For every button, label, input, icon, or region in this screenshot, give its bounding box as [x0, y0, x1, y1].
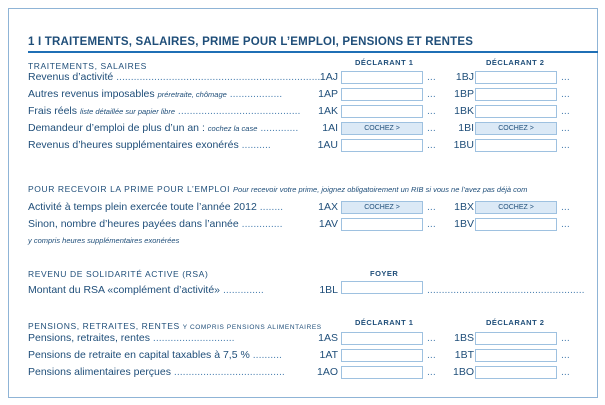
code-1ao: 1AO: [316, 366, 338, 378]
row-rsa: Montant du RSA «complément d’activité» ..............: [28, 284, 264, 296]
ellipsis: ...: [427, 366, 436, 378]
field-1bu[interactable]: [475, 139, 557, 152]
field-1au[interactable]: [341, 139, 423, 152]
declarant2-header: DÉCLARANT 2: [486, 318, 545, 327]
field-1bs[interactable]: [475, 332, 557, 345]
row-heures-sup: Revenus d’heures supplémentaires exonérés ..........: [28, 139, 271, 151]
declarant1-header: DÉCLARANT 1: [355, 318, 414, 327]
ellipsis: ...: [427, 349, 436, 361]
field-1bk[interactable]: [475, 105, 557, 118]
ellipsis: ...: [561, 201, 570, 213]
field-1as[interactable]: [341, 332, 423, 345]
field-1ao[interactable]: [341, 366, 423, 379]
ellipsis: ...: [561, 139, 570, 151]
checkbox-1ax[interactable]: COCHEZ >: [341, 201, 423, 214]
ellipsis: ...: [561, 71, 570, 83]
rsa-heading: REVENU DE SOLIDARITÉ ACTIVE (RSA): [28, 269, 209, 279]
declarant2-header: DÉCLARANT 2: [486, 58, 545, 67]
section-title-rule: [28, 51, 598, 53]
traitements-heading: TRAITEMENTS, SALAIRES: [28, 61, 147, 71]
code-1av: 1AV: [318, 218, 338, 230]
ellipsis: ...: [427, 71, 436, 83]
declarant1-header: DÉCLARANT 1: [355, 58, 414, 67]
ellipsis: ...: [427, 201, 436, 213]
code-1bu: 1BU: [453, 139, 474, 151]
code-1as: 1AS: [318, 332, 338, 344]
ellipsis: ...: [427, 122, 436, 134]
code-1au: 1AU: [317, 139, 338, 151]
ellipsis: ...: [427, 105, 436, 117]
field-1bo[interactable]: [475, 366, 557, 379]
ellipsis: ...: [561, 366, 570, 378]
code-1bt: 1BT: [454, 349, 474, 361]
ellipsis: ...: [561, 122, 570, 134]
ellipsis: ...: [427, 218, 436, 230]
code-1ap: 1AP: [318, 88, 338, 100]
foyer-header: FOYER: [370, 269, 399, 278]
ellipsis: ...: [561, 88, 570, 100]
field-1bv[interactable]: [475, 218, 557, 231]
checkbox-1bx[interactable]: COCHEZ >: [475, 201, 557, 214]
field-1bp[interactable]: [475, 88, 557, 101]
code-1bv: 1BV: [454, 218, 474, 230]
field-1aj[interactable]: [341, 71, 423, 84]
ellipsis: ...: [427, 139, 436, 151]
ellipsis: ...: [561, 349, 570, 361]
row-pensions-alimentaires: Pensions alimentaires perçues ......................................: [28, 366, 285, 378]
code-1bo: 1BO: [452, 366, 474, 378]
ellipsis: ......................................................: [427, 284, 585, 296]
code-1ax: 1AX: [318, 201, 338, 213]
row-pensions: Pensions, retraites, rentes ............................: [28, 332, 235, 344]
row-frais-reels: Frais réels liste détaillée sur papier libre ..........................................: [28, 105, 301, 117]
field-1at[interactable]: [341, 349, 423, 362]
ellipsis: ...: [561, 105, 570, 117]
code-1ak: 1AK: [318, 105, 338, 117]
row-autres-revenus: Autres revenus imposables préretraite, chômage ..................: [28, 88, 283, 100]
field-1bt[interactable]: [475, 349, 557, 362]
row-demandeur-emploi: Demandeur d’emploi de plus d’un an : cochez la case .............: [28, 122, 299, 134]
code-1bj: 1BJ: [455, 71, 474, 83]
field-1av[interactable]: [341, 218, 423, 231]
pensions-heading: PENSIONS, RETRAITES, RENTES Y COMPRIS PENSIONS ALIMENTAIRES: [28, 321, 322, 331]
row-temps-plein: Activité à temps plein exercée toute l’année 2012 ........: [28, 201, 284, 213]
code-1bk: 1BK: [454, 105, 474, 117]
field-1ak[interactable]: [341, 105, 423, 118]
row-nombre-heures: Sinon, nombre d’heures payées dans l’année ..............: [28, 218, 283, 230]
prime-heading: POUR RECEVOIR LA PRIME POUR L’EMPLOI Pour recevoir votre prime, joignez obligatoirement un RIB si vous ne l’avez pas déjà com: [28, 184, 528, 194]
field-1bl[interactable]: [341, 281, 423, 294]
checkbox-1ai[interactable]: COCHEZ >: [341, 122, 423, 135]
code-1bx: 1BX: [454, 201, 474, 213]
row-revenus-activite: Revenus d’activité ......................................................................: [28, 71, 321, 83]
field-1ap[interactable]: [341, 88, 423, 101]
code-1bs: 1BS: [454, 332, 474, 344]
prime-note: y compris heures supplémentaires exonérées: [28, 236, 180, 245]
ellipsis: ...: [427, 332, 436, 344]
ellipsis: ...: [427, 88, 436, 100]
code-1bp: 1BP: [454, 88, 474, 100]
code-1bi: 1BI: [458, 122, 474, 134]
ellipsis: ...: [561, 332, 570, 344]
field-1bj[interactable]: [475, 71, 557, 84]
code-1ai: 1AI: [322, 122, 338, 134]
code-1aj: 1AJ: [319, 71, 338, 83]
section-title: 1 I TRAITEMENTS, SALAIRES, PRIME POUR L’EMPLOI, PENSIONS ET RENTES: [28, 36, 474, 48]
checkbox-1bi[interactable]: COCHEZ >: [475, 122, 557, 135]
code-1at: 1AT: [319, 349, 338, 361]
ellipsis: ...: [561, 218, 570, 230]
code-1bl: 1BL: [319, 284, 338, 296]
row-pensions-capital: Pensions de retraite en capital taxables à 7,5 % ..........: [28, 349, 282, 361]
